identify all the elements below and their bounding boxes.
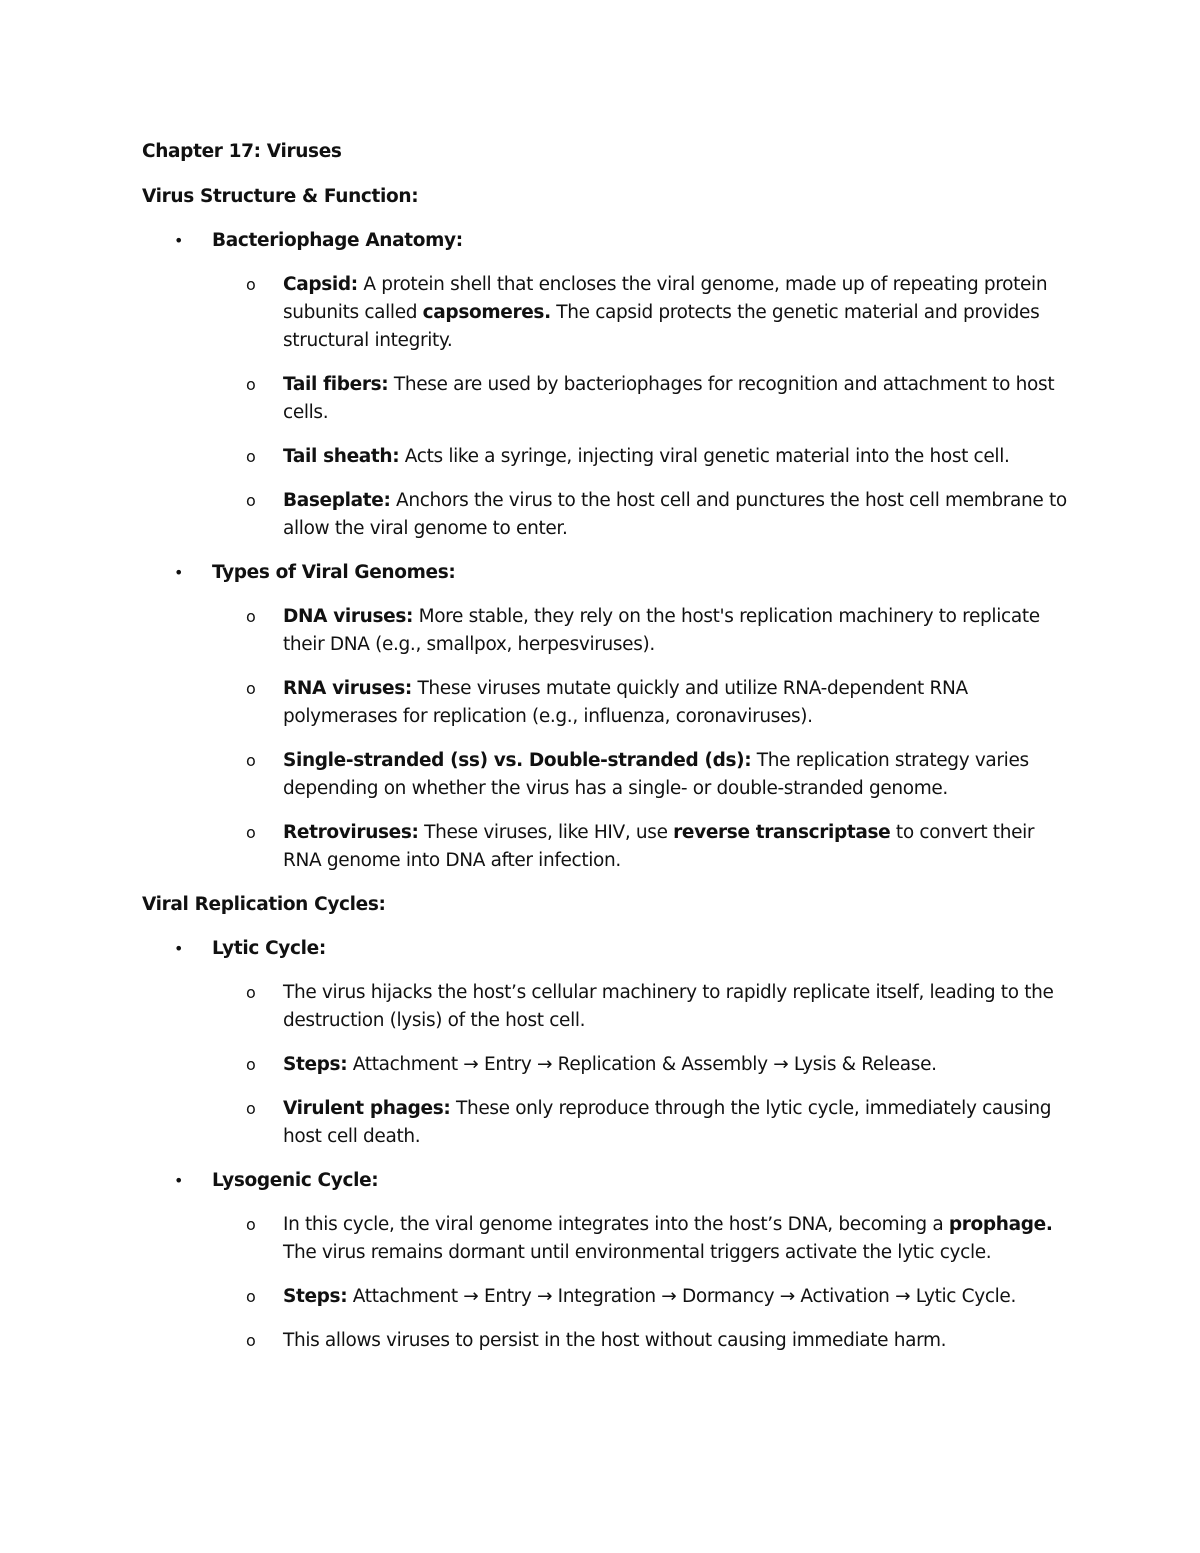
list-item [142,747,1072,803]
topic-label: Lysogenic Cycle: [212,1170,379,1191]
section-heading: Viral Replication Cycles: [142,894,386,915]
item-term: Tail sheath: [283,446,400,467]
item-term: RNA viruses: [283,678,412,699]
topic-label: Lytic Cycle: [212,938,326,959]
sub-bullet-icon: o [246,1287,256,1306]
list-item [142,1051,1072,1079]
topic-label: Types of Viral Genomes: [212,562,456,583]
item-term: Virulent phages: [283,1098,451,1119]
item-text: A protein shell that encloses the viral genome, made up of repeating protein subunits called [283,274,1048,323]
item-emphasis: capsomeres. [422,302,551,323]
sub-bullet-icon: o [246,447,256,466]
item-text: The replication strategy varies depending on whether the virus has a single- or double-stranded genome. [283,750,1029,799]
list-item [142,1211,1072,1267]
item-term: Capsid: [283,274,358,295]
item-text: These are used by bacteriophages for recognition and attachment to host cells. [283,374,1055,423]
sub-bullet-icon: o [246,1331,256,1350]
list-item [142,1283,1072,1311]
sub-bullet-icon: o [246,751,256,770]
list-item [142,487,1072,543]
item-text: These only reproduce through the lytic cycle, immediately causing host cell death. [283,1098,1052,1147]
item-term: DNA viruses: [283,606,414,627]
item-text: In this cycle, the viral genome integrates into the host’s DNA, becoming a [283,1214,949,1235]
document-page [142,138,1072,1371]
list-item [142,271,1072,355]
item-term: Steps: [283,1286,348,1307]
sub-bullet-icon: o [246,1215,256,1234]
section-heading: Virus Structure & Function: [142,186,419,207]
list-item [142,1327,1072,1355]
sub-bullet-icon: o [246,375,256,394]
topic-bullet [142,559,1072,587]
sub-bullet-icon: o [246,607,256,626]
item-term: Single-stranded (ss) vs. Double-stranded (ds): [283,750,752,771]
list-item [142,371,1072,427]
list-item [142,979,1072,1035]
list-item [142,675,1072,731]
item-text: The virus hijacks the host’s cellular machinery to rapidly replicate itself, leading to the destruction (lysis) of the host cell. [283,982,1054,1031]
list-item [142,819,1072,875]
bullet-icon: • [174,563,184,582]
sub-bullet-icon: o [246,1099,256,1118]
topic-bullet [142,227,1072,255]
sub-bullet-icon: o [246,983,256,1002]
item-text: This allows viruses to persist in the host without causing immediate harm. [283,1330,947,1351]
item-emphasis: reverse transcriptase [673,822,891,843]
item-text: Attachment → Entry → Integration → Dormancy → Activation → Lytic Cycle. [347,1286,1016,1307]
topic-bullet [142,1167,1072,1195]
item-term: Steps: [283,1054,348,1075]
topic-label: Bacteriophage Anatomy: [212,230,463,251]
bullet-icon: • [174,231,184,250]
chapter-title: Chapter 17: Viruses [142,141,342,162]
sub-bullet-icon: o [246,491,256,510]
topic-bullet [142,935,1072,963]
item-text: to convert their RNA genome into DNA after infection. [283,822,1035,871]
sub-bullet-icon: o [246,275,256,294]
list-item [142,603,1072,659]
item-text: These viruses mutate quickly and utilize RNA-dependent RNA polymerases for replication (e.g., influenza, coronaviruses). [283,678,968,727]
sub-bullet-icon: o [246,679,256,698]
list-item [142,443,1072,471]
item-text: The virus remains dormant until environmental triggers activate the lytic cycle. [283,1242,992,1263]
item-text: The capsid protects the genetic material and provides structural integrity. [283,302,1040,351]
item-text: More stable, they rely on the host's replication machinery to replicate their DNA (e.g., smallpox, herpesviruses). [283,606,1040,655]
bullet-icon: • [174,939,184,958]
item-term: Tail fibers: [283,374,389,395]
item-text: Attachment → Entry → Replication & Assembly → Lysis & Release. [347,1054,937,1075]
item-text: Anchors the virus to the host cell and punctures the host cell membrane to allow the viral genome to enter. [283,490,1067,539]
item-emphasis: prophage. [948,1214,1053,1235]
list-item [142,1095,1072,1151]
item-text: Acts like a syringe, injecting viral genetic material into the host cell. [399,446,1010,467]
item-term: Retroviruses: [283,822,419,843]
sub-bullet-icon: o [246,1055,256,1074]
bullet-icon: • [174,1171,184,1190]
item-term: Baseplate: [283,490,391,511]
item-text: These viruses, like HIV, use [418,822,674,843]
sub-bullet-icon: o [246,823,256,842]
